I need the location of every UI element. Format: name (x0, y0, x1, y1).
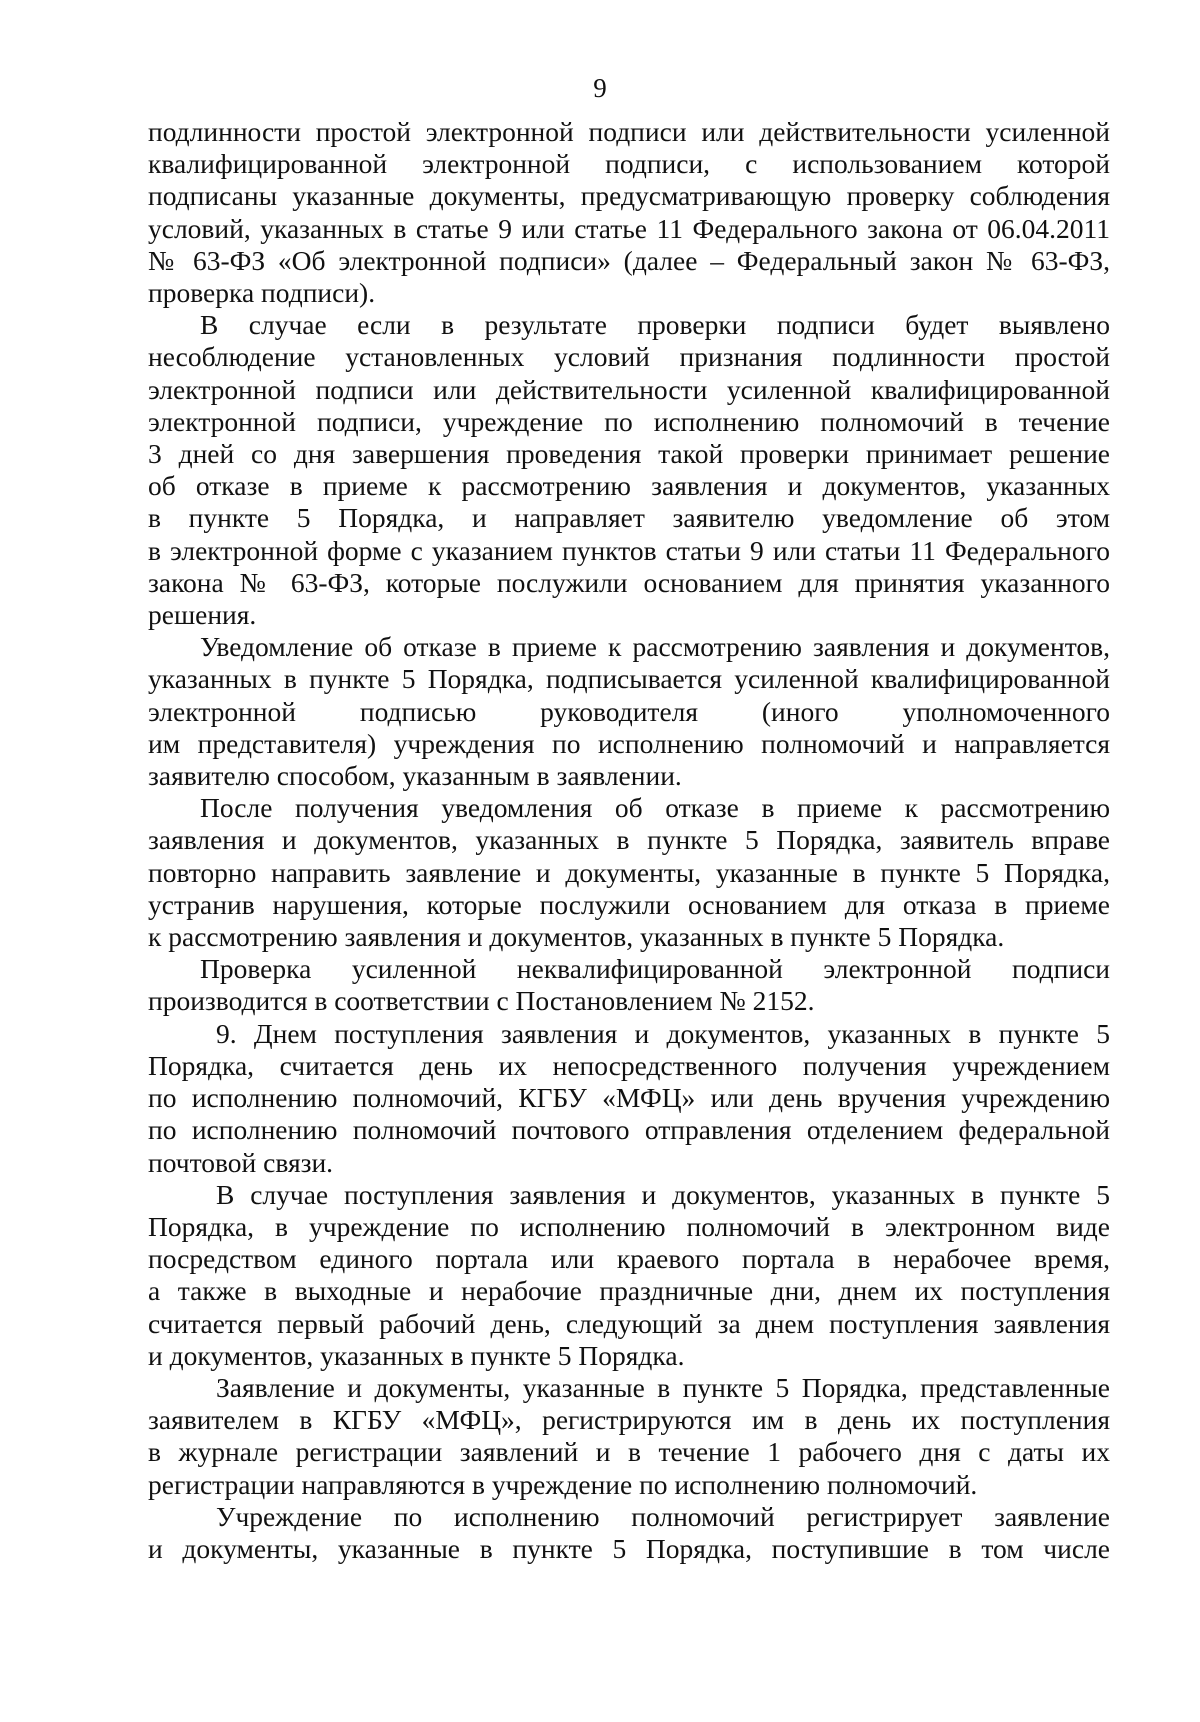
text-line: в журнале регистрации заявлений и в течение 1 рабочего дня с даты их (148, 1436, 1110, 1468)
text-line: производится в соответствии с Постановлением № 2152. (148, 985, 815, 1017)
paragraph (148, 953, 1110, 1017)
text-line: Уведомление об отказе в приеме к рассмотрению заявления и документов, (200, 631, 1110, 663)
paragraph (148, 631, 1110, 792)
text-line: и документы, указанные в пункте 5 Порядка, поступившие в том числе (148, 1532, 1110, 1564)
text-line: повторно направить заявление и документы, указанные в пункте 5 Порядка, (148, 856, 1110, 888)
text-line: а также в выходные и нерабочие праздничные дни, днем их поступления (148, 1275, 1110, 1307)
paragraph (148, 309, 1110, 631)
text-line: Учреждение по исполнению полномочий регистрирует заявление (216, 1500, 1110, 1532)
text-line: устранив нарушения, которые послужили основанием для отказа в приеме (148, 888, 1110, 920)
text-line: решения. (148, 599, 257, 631)
page-number: 9 (593, 73, 607, 103)
text-line: 3 дней со дня завершения проведения такой проверки принимает решение (148, 438, 1110, 470)
text-line: № 63-ФЗ «Об электронной подписи» (далее – Федеральный закон № 63-ФЗ, (148, 244, 1110, 276)
text-line: подлинности простой электронной подписи или действительности усиленной (148, 116, 1110, 147)
text-line: В случае если в результате проверки подписи будет выявлено (200, 309, 1110, 341)
text-line: условий, указанных в статье 9 или статье 11 Федерального закона от 06.04.2011 (148, 212, 1110, 244)
text-line: в пункте 5 Порядка, и направляет заявителю уведомление об этом (148, 502, 1110, 534)
text-line: заявителю способом, указанным в заявлении. (148, 760, 682, 792)
text-line: посредством единого портала или краевого портала в нерабочее время, (148, 1243, 1110, 1275)
text-line: по исполнению полномочий, КГБУ «МФЦ» или день вручения учреждению (148, 1082, 1110, 1114)
text-line: считается первый рабочий день, следующий за днем поступления заявления (148, 1307, 1110, 1339)
text-line: Порядка, считается день их непосредственного получения учреждением (148, 1049, 1110, 1081)
text-line: 9. Днем поступления заявления и документов, указанных в пункте 5 (216, 1017, 1110, 1049)
text-line: почтовой связи. (148, 1146, 334, 1178)
text-line: указанных в пункте 5 Порядка, подписывается усиленной квалифицированной (148, 663, 1110, 695)
text-line: Проверка усиленной неквалифицированной электронной подписи (200, 953, 1110, 985)
text-line: и документов, указанных в пункте 5 Порядка. (148, 1339, 685, 1371)
text-line: квалифицированной электронной подписи, с использованием которой (148, 148, 1110, 180)
text-line: Заявление и документы, указанные в пункте 5 Порядка, представленные (216, 1371, 1110, 1403)
text-line: электронной подписи, учреждение по исполнению полномочий в течение (148, 405, 1110, 437)
text-line: им представителя) учреждения по исполнению полномочий и направляется (148, 727, 1110, 759)
text-line: заявителем в КГБУ «МФЦ», регистрируются им в день их поступления (148, 1404, 1110, 1436)
text-line: После получения уведомления об отказе в приеме к рассмотрению (200, 792, 1110, 824)
text-line: проверка подписи). (148, 277, 376, 309)
paragraph (148, 1501, 1110, 1565)
text-line: по исполнению полномочий почтового отправления отделением федеральной (148, 1114, 1110, 1146)
paragraph (148, 1179, 1110, 1372)
text-line: к рассмотрению заявления и документов, указанных в пункте 5 Порядка. (148, 921, 1005, 953)
text-line: в электронной форме с указанием пунктов статьи 9 или статьи 11 Федерального (148, 534, 1110, 566)
text-line: В случае поступления заявления и документов, указанных в пункте 5 (216, 1178, 1110, 1210)
paragraph (148, 1018, 1110, 1179)
text-line: регистрации направляются в учреждение по исполнению полномочий. (148, 1468, 978, 1500)
text-line: электронной подписью руководителя (иного уполномоченного (148, 695, 1110, 727)
text-line: Порядка, в учреждение по исполнению полномочий в электронном виде (148, 1210, 1110, 1242)
paragraph (148, 1372, 1110, 1501)
text-line: закона № 63-ФЗ, которые послужили основанием для принятия указанного (148, 566, 1110, 598)
text-line: подписаны указанные документы, предусматривающую проверку соблюдения (148, 180, 1110, 212)
text-line: электронной подписи или действительности усиленной квалифицированной (148, 373, 1110, 405)
text-line: несоблюдение установленных условий признания подлинности простой (148, 341, 1110, 373)
paragraph (148, 792, 1110, 953)
paragraph (148, 116, 1110, 309)
document-body (148, 116, 1110, 1565)
text-line: заявления и документов, указанных в пункте 5 Порядка, заявитель вправе (148, 824, 1110, 856)
text-line: об отказе в приеме к рассмотрению заявления и документов, указанных (148, 470, 1110, 502)
